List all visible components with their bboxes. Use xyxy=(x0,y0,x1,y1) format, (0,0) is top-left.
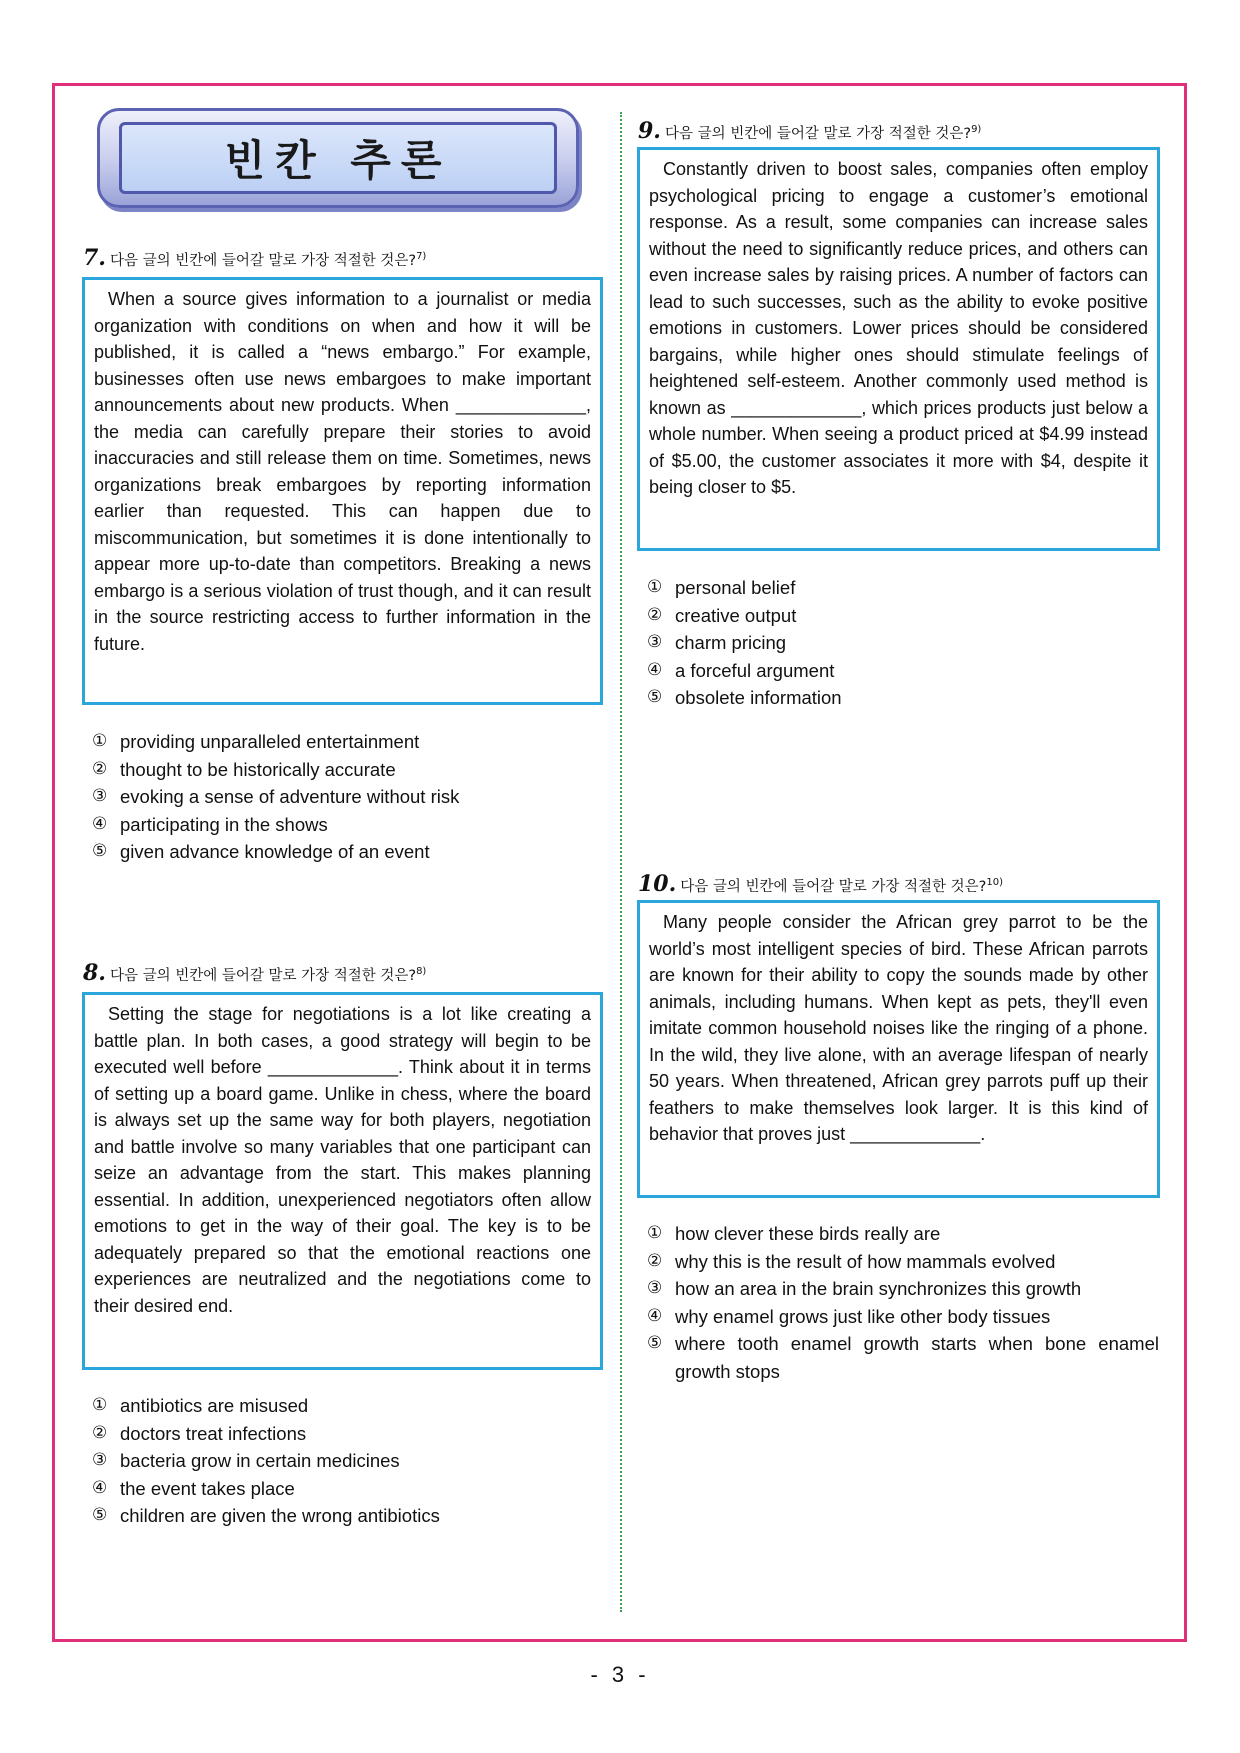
option-text: given advance knowledge of an event xyxy=(120,841,430,863)
question-9-header xyxy=(638,118,981,144)
option-number: ⑤ xyxy=(92,841,108,862)
option-number: ④ xyxy=(647,659,663,680)
option-text: doctors treat infections xyxy=(120,1422,307,1444)
question-number: 8. xyxy=(83,960,106,986)
option-number: ④ xyxy=(92,1477,108,1498)
passage-text: Setting the stage for negotiations is a lot like creating a battle plan. In both cases, a good strategy will begin to be executed well before _____________. Think about it in terms of setting up a board game. Unlike in chess, where the board is always set up the same way for both players, negotiation and battle involve so many variables that one participant can seize an advantage from the start. This makes planning essential. In addition, unexperienced negotiators often allow emotions to get in the way of their goal. The key is to be adequately prepared so that the emotional reactions one experiences are neutralized and the negotiations come to their desired end. xyxy=(94,1004,591,1316)
question-10-passage xyxy=(637,900,1160,1198)
option-number: ① xyxy=(647,577,663,597)
section-title: 빈칸 추론 xyxy=(224,136,452,185)
option-item[interactable] xyxy=(647,602,1157,630)
option-number: ② xyxy=(647,604,663,625)
page-number: - 3 - xyxy=(590,1662,650,1687)
option-text: evoking a sense of adventure without risk xyxy=(120,786,460,808)
option-item[interactable] xyxy=(92,811,602,839)
question-prompt: 다음 글의 빈칸에 들어갈 말로 가장 적절한 것은? xyxy=(680,879,987,895)
option-text: bacteria grow in certain medicines xyxy=(120,1450,400,1472)
option-number: ③ xyxy=(92,1450,108,1471)
option-number: ② xyxy=(92,1422,108,1443)
passage-text: Many people consider the African grey parrot to be the world’s most intelligent species of bird. These African parrots are known for their ability to copy the sounds made by other animals, including humans. When kept as pets, they'll even imitate common household noises like the ringing of a phone. In the wild, they live alone, with an average lifespan of nearly 50 years. When threatened, African grey parrots puff up their feathers to make themselves look larger. It is this kind of behavior that proves just _____________. xyxy=(649,912,1148,1144)
column-divider xyxy=(620,112,622,1612)
option-number: ③ xyxy=(647,632,663,653)
question-number: 10. xyxy=(638,871,677,897)
option-number: ⑤ xyxy=(647,1333,663,1354)
option-number: ⑤ xyxy=(647,687,663,708)
option-item[interactable] xyxy=(647,1275,1159,1303)
option-item[interactable] xyxy=(647,1303,1159,1331)
option-number: ① xyxy=(647,1223,663,1243)
option-text: providing unparalleled entertainment xyxy=(120,731,420,752)
banner-plate xyxy=(119,122,557,194)
option-item[interactable] xyxy=(92,1502,602,1530)
option-text: antibiotics are misused xyxy=(120,1395,309,1416)
option-item[interactable] xyxy=(92,783,602,811)
option-number: ④ xyxy=(92,813,108,834)
footnote-ref: 7) xyxy=(416,251,427,263)
option-item[interactable] xyxy=(647,574,1157,602)
option-item[interactable] xyxy=(92,756,602,784)
option-item[interactable] xyxy=(647,629,1157,657)
option-number: ② xyxy=(647,1250,663,1271)
question-7-passage xyxy=(82,277,603,705)
question-7-header xyxy=(83,245,426,271)
option-number: ③ xyxy=(647,1278,663,1299)
question-number: 7. xyxy=(83,245,106,271)
option-text: children are given the wrong antibiotics xyxy=(120,1505,440,1527)
question-10-header xyxy=(638,871,1003,897)
option-item[interactable] xyxy=(647,1220,1159,1248)
option-item[interactable] xyxy=(92,838,602,866)
option-text: a forceful argument xyxy=(675,659,835,681)
option-text: obsolete information xyxy=(675,687,842,709)
option-text: why enamel grows just like other body tissues xyxy=(675,1305,1051,1327)
option-item[interactable] xyxy=(92,1447,602,1475)
option-text: how an area in the brain synchronizes this growth xyxy=(675,1278,1082,1300)
option-number: ③ xyxy=(92,786,108,807)
option-text: the event takes place xyxy=(120,1477,295,1499)
option-item[interactable] xyxy=(647,684,1157,712)
option-text: why this is the result of how mammals evolved xyxy=(675,1250,1056,1272)
question-9-passage xyxy=(637,147,1160,551)
option-item[interactable] xyxy=(92,1392,602,1420)
question-8-passage xyxy=(82,992,603,1370)
option-item[interactable] xyxy=(647,1330,1159,1385)
option-text: charm pricing xyxy=(675,632,787,654)
option-item[interactable] xyxy=(92,1420,602,1448)
option-text: how clever these birds really are xyxy=(675,1223,941,1244)
option-text: personal belief xyxy=(675,577,796,598)
question-9-options xyxy=(647,574,1157,712)
option-item[interactable] xyxy=(647,657,1157,685)
option-text: participating in the shows xyxy=(120,813,328,835)
question-10-options xyxy=(647,1220,1159,1386)
footnote-ref: 9) xyxy=(971,124,982,136)
option-item[interactable] xyxy=(92,728,602,756)
question-prompt: 다음 글의 빈칸에 들어갈 말로 가장 적절한 것은? xyxy=(109,253,417,269)
option-number: ① xyxy=(92,731,108,751)
option-number: ④ xyxy=(647,1305,663,1326)
question-8-header xyxy=(83,960,426,986)
option-item[interactable] xyxy=(647,1248,1159,1276)
footnote-ref: 8) xyxy=(416,966,427,978)
option-number: ⑤ xyxy=(92,1505,108,1526)
footnote-ref: 10) xyxy=(986,877,1004,889)
passage-text: When a source gives information to a journalist or media organization with conditions on when and how it will be published, it is called a “news embargo.” For example, businesses often use news embargoes to make important announcements about new products. When _____________, the media can carefully prepare their stories to avoid inaccuracies and still release them on time. Sometimes, news organizations break embargoes by reporting information earlier than requested. This can happen due to miscommunication, but sometimes it is done intentionally to appear more up-to-date than competitors. Breaking a news embargo is a serious violation of trust though, and it can result in the source restricting access to further information in the future. xyxy=(94,289,591,654)
option-text: where tooth enamel growth starts when bone enamel growth stops xyxy=(675,1333,1159,1382)
option-number: ① xyxy=(92,1395,108,1415)
option-number: ② xyxy=(92,758,108,779)
question-prompt: 다음 글의 빈칸에 들어갈 말로 가장 적절한 것은? xyxy=(109,968,417,984)
option-text: creative output xyxy=(675,604,797,626)
title-banner xyxy=(97,108,579,208)
question-prompt: 다음 글의 빈칸에 들어갈 말로 가장 적절한 것은? xyxy=(664,126,972,142)
question-8-options xyxy=(92,1392,602,1530)
option-item[interactable] xyxy=(92,1475,602,1503)
question-7-options xyxy=(92,728,602,866)
option-text: thought to be historically accurate xyxy=(120,758,396,780)
passage-text: Constantly driven to boost sales, companies often employ psychological pricing to engage a customer’s emotional response. As a result, some companies can increase sales without the need to significantly reduce prices, and others can even increase sales by raising prices. A number of factors can lead to such successes, such as the ability to evoke positive emotions in customers. Lower prices should be considered bargains, while higher ones should stimulate feelings of heightened self-esteem. Another commonly used method is known as _____________, which prices products just below a whole number. When seeing a product priced at $4.99 instead of $5.00, the customer associates it more with $4, despite it being closer to $5. xyxy=(649,159,1148,497)
question-number: 9. xyxy=(638,118,661,144)
